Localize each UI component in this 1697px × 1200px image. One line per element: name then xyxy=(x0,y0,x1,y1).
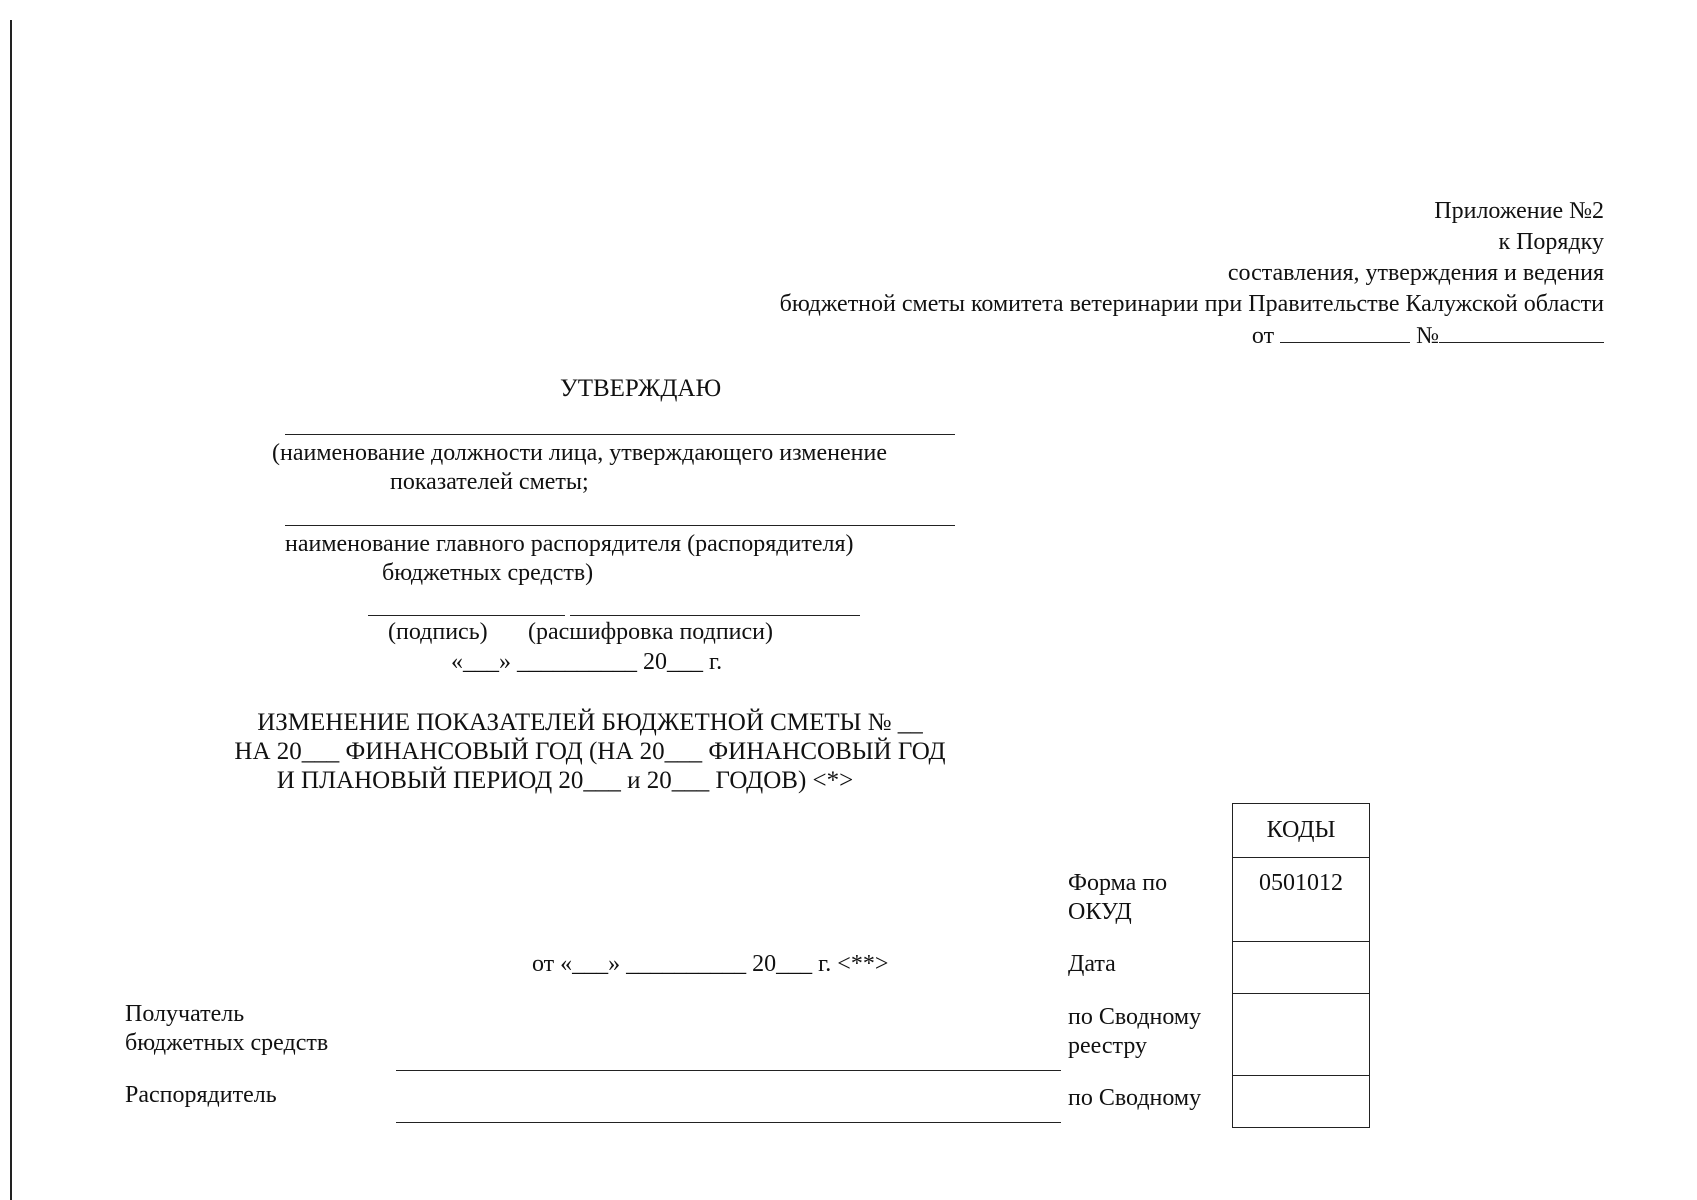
appendix-date-blank[interactable] xyxy=(1280,320,1410,343)
registry-label-2: реестру xyxy=(1068,1033,1148,1059)
codes-header: КОДЫ xyxy=(1266,817,1336,843)
manager-caption-1: наименование главного распорядителя (распорядителя) xyxy=(285,531,854,557)
page-left-edge xyxy=(10,20,12,1200)
title-line-2: НА 20___ ФИНАНСОВЫЙ ГОД (НА 20___ ФИНАНСОВЫЙ ГОД xyxy=(234,738,946,765)
appendix-line-1: Приложение №2 xyxy=(1434,198,1604,224)
recipient-label-2: бюджетных средств xyxy=(125,1030,329,1056)
document-title xyxy=(200,708,980,795)
registry2-label: по Сводному xyxy=(1068,1085,1202,1111)
registry2-code-cell[interactable] xyxy=(1233,1075,1369,1127)
manager-field-blank-line[interactable] xyxy=(396,1122,1061,1123)
appendix-line-2: к Порядку xyxy=(1498,229,1604,255)
appendix-number-blank[interactable] xyxy=(1439,320,1604,343)
position-blank-line[interactable] xyxy=(285,434,955,435)
manager-blank-line[interactable] xyxy=(285,525,955,526)
appendix-number-label: № xyxy=(1416,323,1439,349)
appendix-line-5 xyxy=(780,320,1604,352)
appendix-line-4: бюджетной сметы комитета ветеринарии при Правительстве Калужской области xyxy=(779,291,1604,317)
okud-code-cell: 0501012 xyxy=(1233,857,1369,941)
decoding-blank-line[interactable] xyxy=(570,615,860,616)
position-caption-2: показателей сметы; xyxy=(390,469,589,495)
date-code-cell[interactable] xyxy=(1233,941,1369,993)
signature-caption: (подпись) xyxy=(388,619,488,645)
appendix-from-label: от xyxy=(1251,323,1275,349)
approval-heading: УТВЕРЖДАЮ xyxy=(560,375,722,402)
approval-date-line: «___» __________ 20___ г. xyxy=(451,649,723,675)
codes-table xyxy=(1232,803,1370,1128)
registry-label-1: по Сводному xyxy=(1068,1004,1202,1030)
title-line-1: ИЗМЕНЕНИЕ ПОКАЗАТЕЛЕЙ БЮДЖЕТНОЙ СМЕТЫ № __ xyxy=(257,709,923,736)
okud-label-1: Форма по xyxy=(1068,870,1168,896)
signature-blank-line[interactable] xyxy=(368,615,565,616)
recipient-label-1: Получатель xyxy=(125,1001,245,1027)
manager-label: Распорядитель xyxy=(125,1082,277,1108)
manager-caption-2: бюджетных средств) xyxy=(382,560,594,586)
document-date-line: от «___» __________ 20___ г. <**> xyxy=(532,951,889,977)
date-label: Дата xyxy=(1068,951,1116,977)
title-line-3: И ПЛАНОВЫЙ ПЕРИОД 20___ и 20___ ГОДОВ) <*> xyxy=(276,767,854,794)
decoding-caption: (расшифровка подписи) xyxy=(528,619,773,645)
appendix-block xyxy=(780,196,1604,352)
position-caption-1: (наименование должности лица, утверждающего изменение xyxy=(272,440,887,466)
appendix-line-3: составления, утверждения и ведения xyxy=(1227,260,1604,286)
registry-code-cell[interactable] xyxy=(1233,993,1369,1075)
okud-label-2: ОКУД xyxy=(1068,899,1132,925)
recipient-blank-line[interactable] xyxy=(396,1070,1061,1071)
